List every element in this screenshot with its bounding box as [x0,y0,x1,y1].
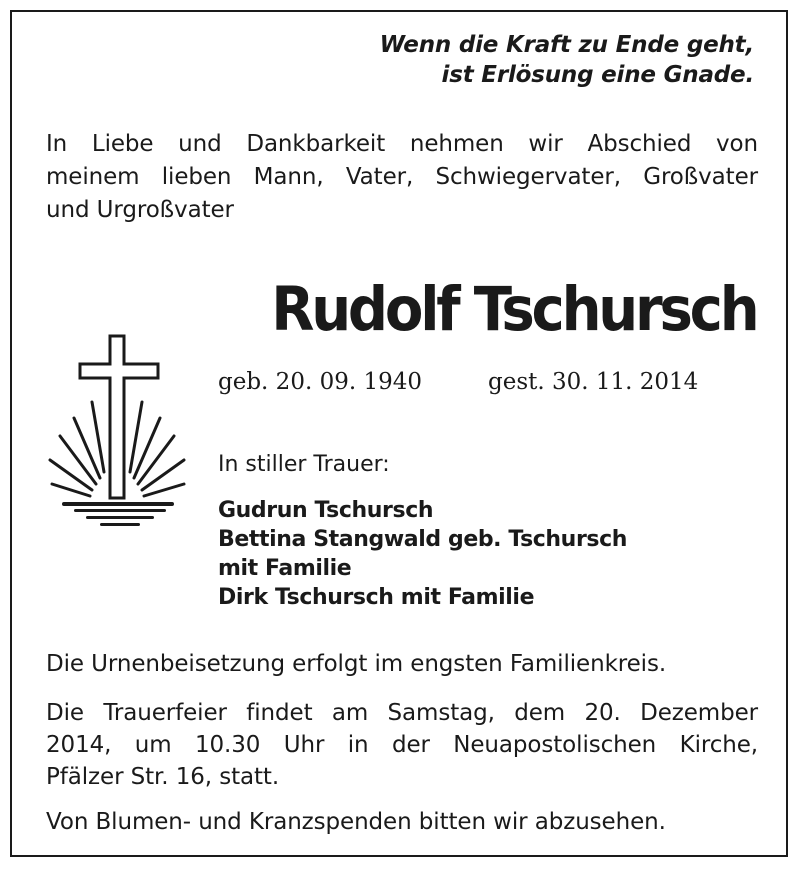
life-dates [218,366,698,398]
mourners-list [218,496,627,612]
ceremony-line-3: Pfälzer Str. 16, statt. [46,764,280,790]
motto-line-1: Wenn die Kraft zu Ende geht, [379,32,754,58]
burial-line: Die Urnenbeisetzung erfolgt im engsten Familienkreis. [46,651,667,677]
death-date: gest. 30. 11. 2014 [488,369,699,395]
ceremony-line-2: 2014, um 10.30 Uhr in der Neuapostolischen Kirche, [46,732,758,758]
mourner-name: Dirk Tschursch mit Familie [218,585,535,610]
mourning-label: In stiller Trauer: [218,452,390,477]
birth-date: geb. 20. 09. 1940 [218,369,422,395]
cross-sun-rays-icon [44,334,192,530]
deceased-name: Rudolf Tschursch [270,274,756,345]
motto [380,30,754,90]
flowers-line: Von Blumen- und Kranzspenden bitten wir abzusehen. [46,809,666,835]
mourner-name: Bettina Stangwald geb. Tschursch [218,527,627,552]
mourner-name: mit Familie [218,556,352,581]
burial-note [46,648,758,680]
ceremony-line-1: Die Trauerfeier findet am Samstag, dem 20. Dezember [46,700,758,726]
motto-line-2: ist Erlösung eine Gnade. [441,62,754,88]
intro-line-1: In Liebe und Dankbarkeit nehmen wir Abschied von [46,131,758,157]
ceremony-note [46,697,758,793]
intro-line-2: meinem lieben Mann, Vater, Schwiegervater, Großvater [46,164,758,190]
intro-text [46,128,758,227]
flowers-note [46,806,758,838]
mourner-name: Gudrun Tschursch [218,498,434,523]
intro-line-3: und Urgroßvater [46,197,234,223]
